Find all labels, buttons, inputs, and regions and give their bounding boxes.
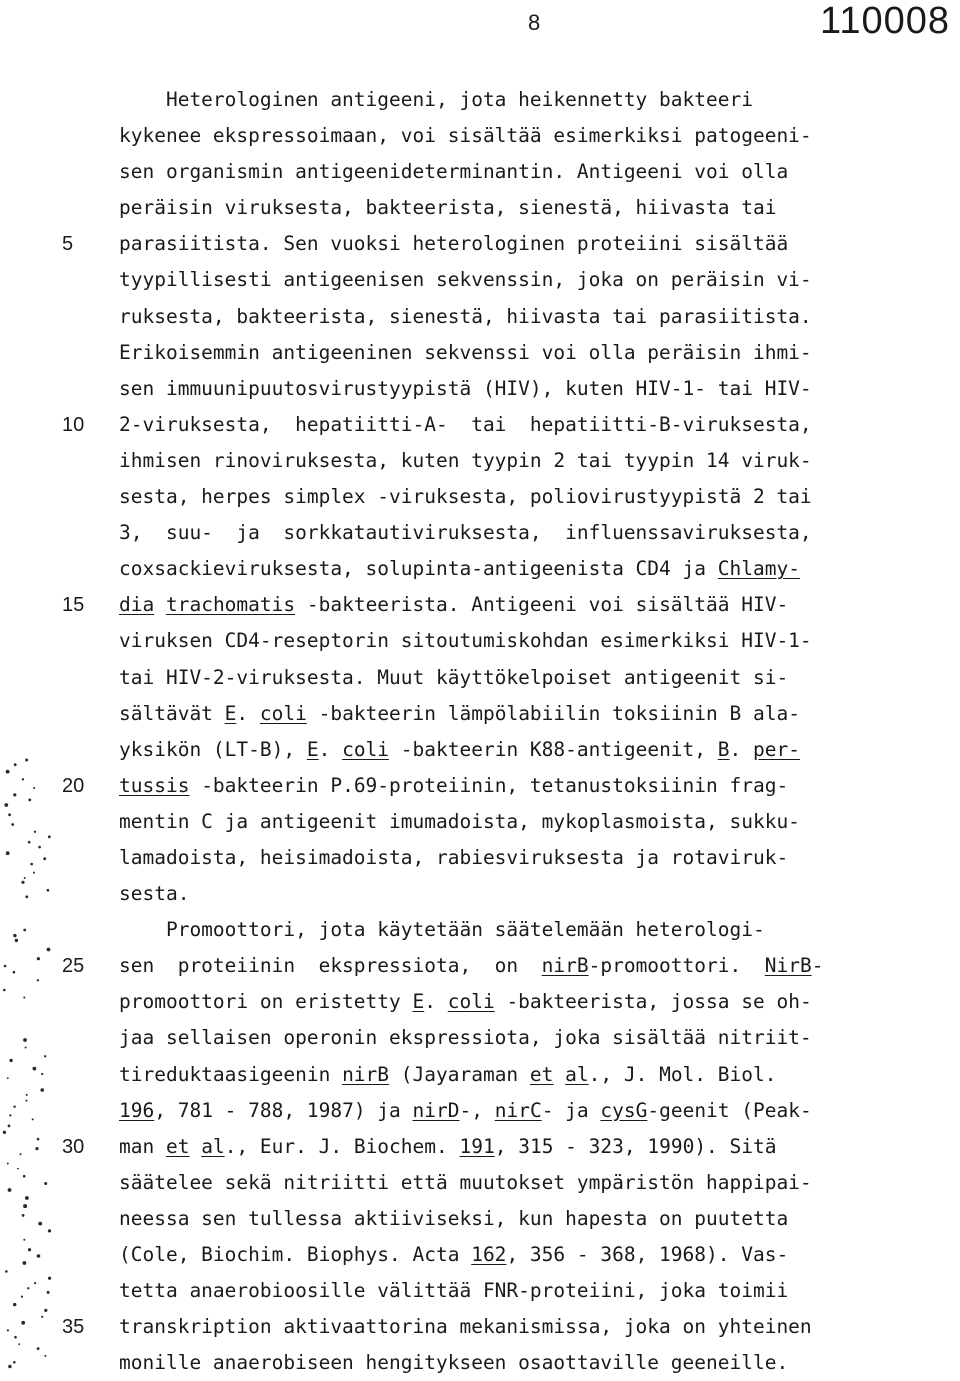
line-number bbox=[62, 479, 102, 515]
margin-dot bbox=[38, 1222, 42, 1226]
margin-dot bbox=[43, 857, 46, 860]
body-line bbox=[119, 1129, 951, 1165]
margin-dot bbox=[37, 1254, 41, 1258]
margin-dot bbox=[41, 1073, 43, 1075]
margin-dot bbox=[44, 1055, 46, 1057]
margin-dot bbox=[34, 831, 36, 833]
margin-dot bbox=[30, 863, 33, 866]
text-run: , 781 - 788, 1987) ja bbox=[154, 1098, 413, 1122]
text-run: (Jayaraman bbox=[389, 1062, 530, 1086]
text-run: monille anaerobiseen hengitykseen osaottaville geeneille. bbox=[119, 1351, 789, 1375]
text-run: Promoottori, jota käytetään säätelemään heterologi- bbox=[119, 918, 765, 942]
margin-dot bbox=[13, 1303, 16, 1306]
margin-dot bbox=[9, 1114, 11, 1116]
underlined-term: et bbox=[165, 1134, 190, 1158]
text-run: sen proteiinin ekspressiota, on bbox=[119, 954, 542, 978]
margin-dot bbox=[13, 1361, 16, 1364]
body-line bbox=[119, 154, 951, 190]
margin-dot bbox=[47, 948, 51, 952]
margin-dot bbox=[23, 1038, 27, 1042]
line-number bbox=[62, 154, 102, 190]
body-line bbox=[119, 1237, 951, 1273]
body-line bbox=[119, 1273, 951, 1309]
margin-dot bbox=[28, 799, 31, 802]
body-line bbox=[119, 696, 951, 732]
line-number bbox=[62, 660, 102, 696]
margin-dot bbox=[14, 1336, 17, 1339]
line-number bbox=[62, 515, 102, 551]
underlined-term: al bbox=[201, 1134, 225, 1158]
text-run: -, bbox=[459, 1098, 495, 1122]
body-line bbox=[119, 1165, 951, 1201]
margin-dot bbox=[4, 965, 7, 968]
margin-dot bbox=[25, 759, 28, 762]
margin-dot bbox=[47, 889, 50, 892]
text-run: yksikön (LT-B), bbox=[119, 737, 307, 761]
text-run: sesta, herpes simplex -viruksesta, poliovirustyypistä 2 tai bbox=[119, 485, 812, 509]
margin-dot bbox=[27, 1287, 29, 1289]
underlined-term: Chlamy- bbox=[717, 557, 800, 581]
margin-dot bbox=[41, 1316, 43, 1318]
underlined-term: nirB bbox=[541, 954, 589, 978]
margin-dot bbox=[9, 1059, 12, 1062]
margin-dot bbox=[33, 1067, 37, 1071]
text-run: promoottori on eristetty bbox=[119, 990, 413, 1014]
underlined-term: dia bbox=[119, 593, 155, 617]
line-number: 35 bbox=[62, 1316, 85, 1339]
margin-dot bbox=[25, 895, 28, 898]
text-run: - ja bbox=[541, 1098, 601, 1122]
margin-dot bbox=[35, 1147, 38, 1150]
text-run: . bbox=[236, 701, 260, 725]
underlined-term: nirB bbox=[342, 1062, 390, 1086]
margin-dot bbox=[5, 1270, 8, 1273]
text-run: . bbox=[729, 737, 754, 761]
underlined-term: nirC bbox=[494, 1098, 542, 1122]
margin-dot bbox=[18, 1343, 20, 1345]
text-run: jaa sellaisen operonin ekspressiota, joka sisältää nitriit- bbox=[119, 1026, 812, 1050]
line-number bbox=[62, 876, 102, 912]
margin-dot bbox=[37, 1138, 40, 1141]
text-run: -bakteerin P.69-proteiinin, tetanustoksiinin frag- bbox=[189, 773, 789, 797]
line-number: 10 bbox=[62, 413, 85, 436]
margin-dot bbox=[25, 1196, 29, 1200]
margin-dot bbox=[13, 934, 16, 937]
line-number bbox=[62, 1093, 102, 1129]
body-line bbox=[119, 551, 951, 587]
margin-dot bbox=[37, 1347, 40, 1350]
margin-dot bbox=[37, 979, 39, 981]
text-run: -bakteerista, jossa se oh- bbox=[494, 990, 812, 1014]
line-number bbox=[62, 551, 102, 587]
body-line bbox=[119, 371, 951, 407]
margin-dot bbox=[22, 1214, 25, 1217]
text-run: viruksen CD4-reseptorin sitoutumiskohdan esimerkiksi HIV-1- bbox=[119, 629, 812, 653]
body-line bbox=[119, 587, 951, 623]
margin-dot bbox=[23, 929, 26, 932]
margin-dot bbox=[11, 823, 14, 826]
document-number: 110008 bbox=[820, 0, 950, 42]
margin-dot bbox=[38, 846, 41, 849]
underlined-term: B bbox=[717, 737, 730, 761]
underlined-term: E bbox=[224, 701, 237, 725]
text-run bbox=[553, 1063, 565, 1086]
line-number bbox=[62, 299, 102, 335]
body-line bbox=[119, 840, 951, 876]
margin-dot bbox=[6, 770, 10, 774]
line-number: 20 bbox=[62, 774, 85, 797]
text-run bbox=[154, 593, 166, 616]
text-run: mentin C ja antigeenit imumadoista, mykoplasmoista, sukku- bbox=[119, 809, 800, 833]
margin-dot bbox=[7, 1077, 9, 1079]
line-number bbox=[62, 262, 102, 298]
margin-dot bbox=[48, 1229, 51, 1232]
body-line bbox=[119, 732, 951, 768]
underlined-term: nirD bbox=[412, 1098, 460, 1122]
line-number bbox=[62, 335, 102, 371]
margin-dot-marks bbox=[0, 0, 60, 1369]
body-line bbox=[119, 623, 951, 659]
text-run: man bbox=[119, 1134, 166, 1158]
underlined-term: al bbox=[565, 1062, 589, 1086]
margin-dot bbox=[15, 939, 18, 942]
margin-dot bbox=[14, 763, 17, 766]
text-run: kykenee ekspressoimaan, voi sisältää esimerkiksi patogeeni- bbox=[119, 124, 812, 148]
text-run: (Cole, Biochim. Biophys. Acta bbox=[119, 1243, 472, 1266]
body-line bbox=[119, 82, 951, 118]
text-run: Erikoisemmin antigeeninen sekvenssi voi olla peräisin ihmi- bbox=[119, 340, 812, 364]
line-number: 15 bbox=[62, 594, 85, 617]
underlined-term: trachomatis bbox=[165, 593, 296, 617]
line-number: 25 bbox=[62, 955, 85, 978]
text-run: , 356 - 368, 1968). Vas- bbox=[506, 1243, 789, 1266]
text-run: -geenit (Peak- bbox=[647, 1098, 812, 1122]
body-line bbox=[119, 948, 951, 984]
margin-dot bbox=[20, 1153, 22, 1155]
underlined-term: coli bbox=[342, 737, 390, 761]
body-line bbox=[119, 984, 951, 1020]
line-number bbox=[62, 1237, 102, 1273]
text-run: 3, suu- ja sorkkatautiviruksesta, influenssaviruksesta, bbox=[119, 521, 812, 545]
line-number bbox=[62, 623, 102, 659]
text-run: ., Eur. J. Biochem. bbox=[224, 1134, 460, 1158]
body-line bbox=[119, 1309, 951, 1345]
text-run: -bakteerin K88-antigeenit, bbox=[389, 737, 718, 761]
margin-dot bbox=[32, 1118, 34, 1120]
margin-dot bbox=[21, 881, 24, 884]
text-run: tai HIV-2-viruksesta. Muut käyttökelpoiset antigeenit si- bbox=[119, 665, 789, 689]
body-line bbox=[119, 1093, 951, 1129]
body-line bbox=[119, 660, 951, 696]
body-text bbox=[119, 82, 951, 1381]
line-number bbox=[62, 1273, 102, 1309]
body-line bbox=[119, 299, 951, 335]
body-line bbox=[119, 443, 951, 479]
margin-dot bbox=[23, 1261, 27, 1265]
text-run: - bbox=[811, 954, 824, 978]
margin-dot bbox=[3, 989, 6, 992]
margin-dot bbox=[23, 997, 25, 999]
margin-dot bbox=[7, 1163, 9, 1165]
text-run bbox=[189, 1135, 201, 1158]
page-number: 8 bbox=[528, 10, 541, 35]
margin-dot bbox=[4, 803, 8, 807]
line-number bbox=[62, 804, 102, 840]
margin-dot bbox=[28, 841, 31, 844]
line-number bbox=[62, 443, 102, 479]
text-run: Heterologinen antigeeni, jota heikennetty bakteeri bbox=[119, 88, 753, 111]
underlined-term: coli bbox=[259, 701, 307, 725]
margin-dot bbox=[21, 1296, 23, 1298]
underlined-term: cysG bbox=[600, 1098, 648, 1122]
margin-dot bbox=[8, 1125, 11, 1128]
text-run: sen organismin antigeenideterminantin. Antigeeni voi olla bbox=[119, 160, 789, 184]
text-run: 2-viruksesta, hepatiitti-A- tai hepatiitti-B-viruksesta, bbox=[119, 412, 812, 436]
line-number bbox=[62, 190, 102, 226]
text-run: parasiitista. Sen vuoksi heterologinen proteiini sisältää bbox=[119, 232, 789, 256]
body-line bbox=[119, 407, 951, 443]
line-number bbox=[62, 732, 102, 768]
line-number-gutter bbox=[62, 82, 102, 1381]
line-number: 5 bbox=[62, 233, 74, 256]
line-number bbox=[62, 1165, 102, 1201]
text-run: tyypillisesti antigeenisen sekvenssin, joka on peräisin vi- bbox=[119, 268, 812, 292]
margin-dot bbox=[25, 1047, 27, 1049]
margin-dot bbox=[8, 1188, 12, 1192]
margin-dot bbox=[44, 1355, 46, 1357]
line-number bbox=[62, 1345, 102, 1381]
underlined-term: tussis bbox=[119, 773, 190, 797]
margin-dot bbox=[47, 1291, 50, 1294]
line-number bbox=[62, 840, 102, 876]
text-run: säätelee sekä nitriitti että muutokset ympäristön happipai- bbox=[119, 1170, 812, 1194]
text-run: ., J. Mol. Biol. bbox=[588, 1062, 777, 1086]
body-line bbox=[119, 262, 951, 298]
text-run: tetta anaerobioosille välittää FNR-proteiini, joka toimii bbox=[119, 1279, 789, 1303]
margin-dot bbox=[33, 872, 35, 874]
line-number bbox=[62, 912, 102, 948]
body-line bbox=[119, 804, 951, 840]
body-line bbox=[119, 479, 951, 515]
body-line bbox=[119, 1201, 951, 1237]
underlined-term: per- bbox=[753, 737, 800, 761]
margin-dot bbox=[48, 835, 51, 838]
underlined-term: coli bbox=[447, 990, 495, 1014]
line-number bbox=[62, 118, 102, 154]
text-run: transkription aktivaattorina mekanismissa, joka on yhteinen bbox=[119, 1315, 812, 1339]
text-run: tireduktaasigeenin bbox=[119, 1062, 343, 1086]
margin-dot bbox=[22, 778, 24, 780]
text-run: sesta. bbox=[119, 882, 190, 906]
underlined-term: 196 bbox=[119, 1098, 155, 1122]
text-run: sältävät bbox=[119, 701, 225, 725]
line-number bbox=[62, 696, 102, 732]
text-run: . bbox=[318, 737, 343, 761]
text-run: -bakteerin lämpölabiilin toksiinin B ala- bbox=[306, 701, 800, 725]
underlined-term: 162 bbox=[471, 1243, 507, 1266]
text-run: neessa sen tullessa aktiiviseksi, kun hapesta on puutetta bbox=[119, 1206, 789, 1230]
line-number: 30 bbox=[62, 1135, 85, 1158]
text-run: , 315 - 323, 1990). Sitä bbox=[494, 1134, 777, 1158]
margin-dot bbox=[3, 1131, 6, 1134]
text-run: ihmisen rinoviruksesta, kuten tyypin 2 tai tyypin 14 viruk- bbox=[119, 448, 812, 472]
text-run: sen immuunipuutosvirustyypistä (HIV), kuten HIV-1- tai HIV- bbox=[119, 376, 812, 400]
text-run: lamadoista, heisimadoista, rabiesviruksesta ja rotaviruk- bbox=[119, 845, 789, 869]
underlined-term: E bbox=[412, 990, 425, 1014]
underlined-term: et bbox=[529, 1062, 554, 1086]
line-number bbox=[62, 1057, 102, 1093]
body-line bbox=[119, 912, 951, 948]
text-run: -promoottori. bbox=[588, 954, 765, 978]
line-number bbox=[62, 1020, 102, 1056]
margin-dot bbox=[44, 1309, 47, 1312]
underlined-term: 191 bbox=[459, 1134, 495, 1158]
body-line bbox=[119, 768, 951, 804]
margin-dot bbox=[34, 1282, 36, 1284]
margin-dot bbox=[48, 1277, 51, 1280]
margin-dot bbox=[17, 1168, 19, 1170]
body-line bbox=[119, 1020, 951, 1056]
body-line bbox=[119, 515, 951, 551]
body-line bbox=[119, 226, 951, 262]
margin-dot bbox=[23, 1239, 25, 1241]
line-number bbox=[62, 371, 102, 407]
margin-dot bbox=[23, 1175, 26, 1178]
text-run: -bakteerista. Antigeeni voi sisältää HIV- bbox=[295, 593, 789, 617]
margin-dot bbox=[13, 1106, 15, 1108]
margin-dot bbox=[24, 877, 26, 879]
text-run: ruksesta, bakteerista, sienestä, hiivasta tai parasiitista. bbox=[119, 304, 812, 328]
underlined-term: NirB bbox=[764, 954, 812, 978]
margin-dot bbox=[26, 1100, 28, 1102]
line-number bbox=[62, 984, 102, 1020]
margin-dot bbox=[26, 1094, 28, 1096]
body-line bbox=[119, 1345, 951, 1381]
body-line bbox=[119, 190, 951, 226]
margin-dot bbox=[33, 787, 35, 789]
margin-dot bbox=[21, 1321, 25, 1325]
body-line bbox=[119, 1057, 951, 1093]
margin-dot bbox=[8, 813, 11, 816]
margin-dot bbox=[8, 1365, 11, 1368]
line-number bbox=[62, 82, 102, 118]
margin-dot bbox=[6, 851, 10, 855]
text-run: peräisin viruksesta, bakteerista, sienestä, hiivasta tai bbox=[119, 196, 777, 220]
margin-dot bbox=[13, 971, 16, 974]
body-line bbox=[119, 335, 951, 371]
margin-dot bbox=[13, 793, 16, 796]
text-run: . bbox=[424, 990, 448, 1014]
margin-dot bbox=[23, 1204, 27, 1208]
margin-dot bbox=[7, 1329, 9, 1331]
body-line bbox=[119, 118, 951, 154]
line-number bbox=[62, 1201, 102, 1237]
margin-dot bbox=[40, 1088, 44, 1092]
margin-dot bbox=[28, 1248, 31, 1251]
margin-dot bbox=[37, 957, 40, 960]
underlined-term: E bbox=[306, 737, 319, 761]
body-line bbox=[119, 876, 951, 912]
margin-dot bbox=[44, 1182, 47, 1185]
text-run: coxsackieviruksesta, solupinta-antigeenista CD4 ja bbox=[119, 557, 718, 581]
